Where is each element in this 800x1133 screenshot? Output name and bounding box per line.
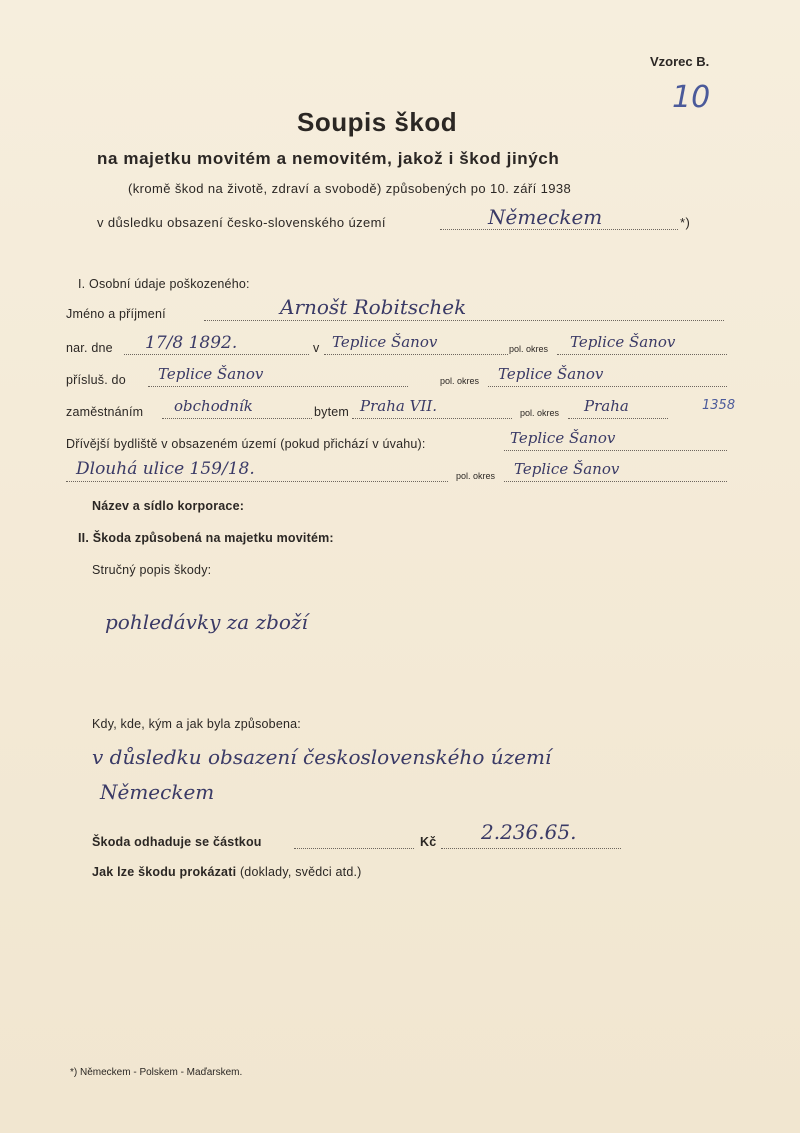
domicile-district-dotted-line: [488, 386, 727, 387]
employment-value: obchodník: [174, 397, 253, 415]
employment-label: zaměstnáním: [66, 405, 144, 419]
name-value: Arnošt Robitschek: [280, 295, 467, 319]
birth-date-dotted-line: [124, 354, 309, 355]
domicile-district-label: pol. okres: [440, 376, 480, 386]
residence-label: bytem: [314, 405, 350, 419]
employment-district-label: pol. okres: [520, 408, 560, 418]
sheet-number: 10: [672, 80, 711, 115]
amount-value-dotted-line: [441, 848, 621, 849]
scope-line: (kromě škod na životě, zdraví a svobodě) způsobených po 10. září 1938: [128, 181, 572, 196]
former-district-value: Teplice Šanov: [514, 460, 620, 478]
occupation-dotted-line: [440, 229, 678, 230]
former-residence-street: Dlouhá ulice 159/18.: [76, 459, 255, 479]
former-district-dotted-line: [504, 481, 727, 482]
birth-date-label: nar. dne: [66, 341, 113, 355]
residence-dotted-line: [352, 418, 512, 419]
currency-label: Kč: [420, 835, 437, 849]
birth-district-label: pol. okres: [509, 344, 549, 354]
document-title: Soupis škod: [297, 107, 458, 137]
birth-place-label: v: [313, 341, 320, 355]
corporation-label: Název a sídlo korporace:: [92, 499, 245, 513]
residence-value: Praha VII.: [360, 397, 438, 415]
birth-place-dotted-line: [324, 354, 508, 355]
domicile-label: přísluš. do: [66, 373, 126, 387]
employment-extra-number: 1358: [702, 398, 736, 413]
former-residence-value: Teplice Šanov: [510, 429, 616, 447]
birth-district-value: Teplice Šanov: [570, 333, 676, 351]
occupation-value: Německem: [488, 205, 603, 229]
proof-label-rest: (doklady, svědci atd.): [239, 865, 362, 879]
birth-district-dotted-line: [557, 354, 727, 355]
footnote: *) Německem - Polskem - Maďarskem.: [70, 1067, 243, 1078]
name-dotted-line: [204, 320, 724, 321]
former-district-label: pol. okres: [456, 471, 496, 481]
birth-place-value: Teplice Šanov: [332, 333, 438, 351]
amount-value: 2.236.65.: [481, 820, 577, 844]
domicile-district-value: Teplice Šanov: [498, 365, 604, 383]
occupation-label: v důsledku obsazení česko-slovenského území: [97, 215, 386, 230]
occupation-asterisk: *): [680, 215, 691, 230]
when-value-line1: v důsledku obsazení československého území: [92, 745, 552, 769]
former-residence-label: Dřívější bydliště v obsazeném území (pokud přichází v úvahu):: [66, 437, 426, 451]
proof-label-bold: Jak lze škodu prokázati: [92, 865, 237, 879]
amount-dotted-line: [294, 848, 414, 849]
domicile-dotted-line: [148, 386, 408, 387]
description-value: pohledávky za zboží: [105, 610, 308, 634]
amount-label: Škoda odhaduje se částkou: [92, 835, 262, 849]
description-label: Stručný popis škody:: [92, 563, 212, 577]
street-dotted-line: [66, 481, 448, 482]
when-label: Kdy, kde, kým a jak byla způsobena:: [92, 717, 301, 731]
birth-date-value: 17/8 1892.: [145, 333, 238, 353]
when-value-line2: Německem: [100, 780, 215, 804]
employment-district-value: Praha: [584, 397, 629, 415]
employment-dotted-line: [162, 418, 312, 419]
employment-district-dotted-line: [568, 418, 668, 419]
section2-heading: II. Škoda způsobená na majetku movitém:: [78, 531, 334, 545]
proof-label: [92, 865, 362, 879]
name-label: Jméno a příjmení: [66, 307, 166, 321]
former-residence-dotted-line: [504, 450, 727, 451]
domicile-value: Teplice Šanov: [158, 365, 264, 383]
form-id: Vzorec B.: [650, 54, 710, 69]
document-subtitle: na majetku movitém a nemovitém, jakož i škod jiných: [97, 149, 560, 168]
section1-heading: I. Osobní údaje poškozeného:: [78, 277, 250, 291]
